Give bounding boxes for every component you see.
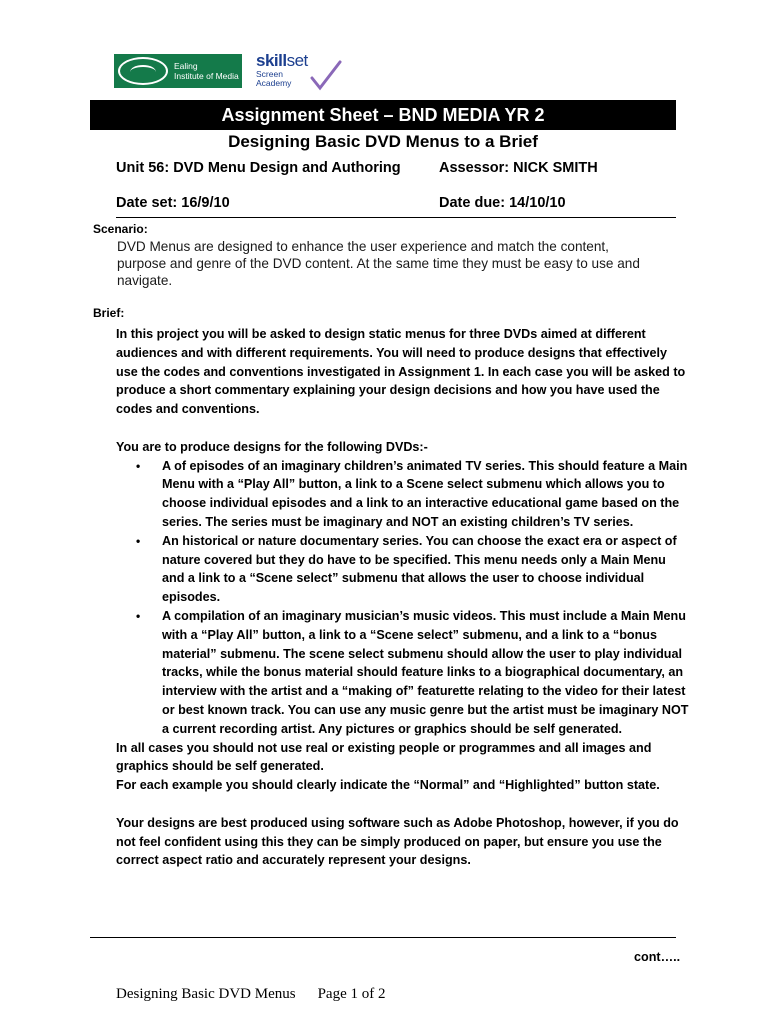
continued-label: cont….. [634, 950, 681, 964]
skillset-brand-b: set [286, 51, 308, 70]
date-due-label: Date due: 14/10/10 [439, 195, 566, 211]
ealing-logo-line1: Ealing [174, 61, 198, 71]
assignment-title-bar [90, 100, 676, 130]
date-set-label: Date set: 16/9/10 [116, 195, 230, 211]
dvd-list [116, 457, 690, 739]
assignment-subtitle: Designing Basic DVD Menus to a Brief [228, 132, 538, 151]
footer-doc-title: Designing Basic DVD Menus [116, 986, 296, 1002]
scenario-text: DVD Menus are designed to enhance the user experience and match the content, purpose and genre of the DVD content. At the same time they must be easy to use and navigate. [117, 239, 640, 288]
scenario-heading: Scenario: [93, 222, 148, 236]
list-item [116, 532, 690, 607]
skillset-sub1: Screen [256, 69, 283, 79]
page-footer [116, 986, 385, 1003]
bullet-icon: • [136, 608, 141, 623]
footer-page-number: Page 1 of 2 [317, 986, 386, 1002]
dvd-list-intro: You are to produce designs for the following DVDs:- [116, 439, 428, 454]
skillset-sub2: Academy [256, 78, 292, 88]
checkmark-icon [308, 58, 342, 92]
bullet-icon: • [136, 533, 141, 548]
ealing-institute-logo [114, 54, 242, 88]
ealing-swoosh-icon [118, 57, 168, 85]
skillset-logo [256, 52, 346, 96]
brief-heading: Brief: [93, 306, 125, 320]
dvd-item-text: A of episodes of an imaginary children’s animated TV series. This should feature a Main Menu with a “Play All” button, a link to a Scene select submenu which allows you to choose individual episodes and a link to an interactive educational game based on the series. The series must be imaginary and NOT an existing children’s TV series. [162, 458, 688, 529]
button-state-text: For each example you should clearly indicate the “Normal” and “Highlighted” button state. [116, 778, 660, 793]
assignment-title: Assignment Sheet – BND MEDIA YR 2 [221, 104, 545, 125]
brief-intro: In this project you will be asked to design static menus for three DVDs aimed at different audiences and with different requirements. You will need to produce designs that effectively use the codes and conventions investigated in Assignment 1. In each case you will be asked to produce a short commentary explaining your design decisions and how you have used the codes and conventions. [116, 327, 686, 417]
ealing-logo-line2: Institute of Media [174, 71, 239, 81]
dvd-item-text: A compilation of an imaginary musician’s music videos. This must include a Main Menu with a “Play All” button, a link to a “Scene select” submenu, and a link to a “bonus material” submenu. The scene select submenu should allow the user to play individual tracks, while the bonus material should feature links to a biographical documentary, an interview with the artist and a “making of” featurette relating to the video for their latest or best known track. You can use any music genre but the artist must be imaginary NOT a current recording artist. Any pictures or graphics should be self generated. [162, 608, 689, 736]
list-item [116, 607, 690, 739]
list-item [116, 457, 690, 532]
header-divider [116, 217, 676, 218]
skillset-brand-a: skill [256, 51, 287, 70]
dvd-item-text: An historical or nature documentary series. You can choose the exact era or aspect of nature covered but they do have to be specified. This menu needs only a Main Menu and a link to a “Scene select” submenu that allows the user to choose individual episodes. [162, 533, 677, 605]
bullet-icon: • [136, 458, 141, 473]
unit-label: Unit 56: DVD Menu Design and Authoring [116, 160, 401, 176]
footer-divider [90, 937, 676, 938]
all-cases-text: In all cases you should not use real or existing people or programmes and all images and graphics should be self generated. [116, 740, 652, 774]
brief-body [116, 325, 690, 870]
assessor-label: Assessor: NICK SMITH [439, 160, 598, 176]
software-text: Your designs are best produced using software such as Adobe Photoshop, however, if you do not feel confident using this they can be simply produced on paper, but ensure you use the correct aspect ratio and accurately represent your designs. [116, 815, 679, 868]
